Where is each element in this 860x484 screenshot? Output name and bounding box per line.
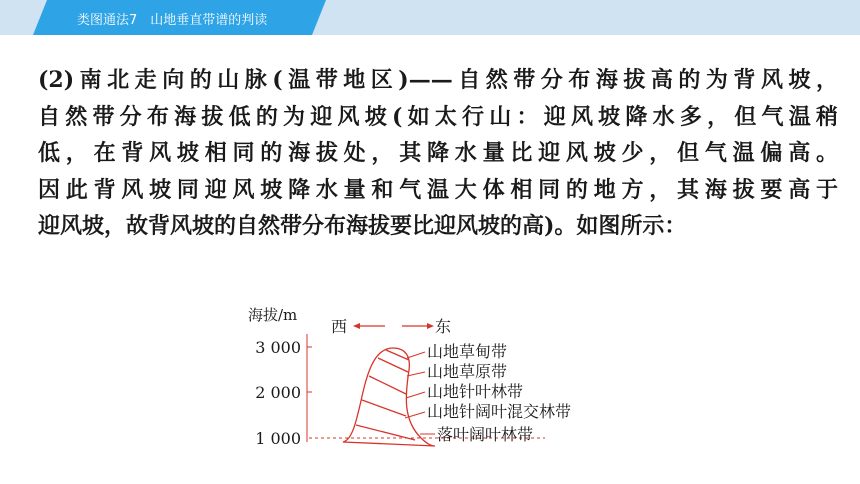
y-axis-label: 海拔/m [248, 306, 298, 324]
diagram-svg [245, 300, 625, 480]
direction-east-label: 东 [435, 317, 452, 336]
zone-boundary-line [362, 400, 406, 416]
mountain-profile [343, 348, 435, 446]
y-tick-label: 3 000 [255, 338, 301, 357]
direction-west-label: 西 [331, 317, 348, 336]
section-tab [33, 0, 326, 35]
paragraph-line: 因此背风坡同迎风坡降水量和气温大体相同的地方，其海拔要高于 [38, 176, 838, 203]
zone-boundary-line [386, 350, 409, 360]
mountain-zone-diagram [245, 300, 625, 480]
zone-label: 落叶阔叶林带 [437, 425, 534, 444]
zone-label: 山地草甸带 [427, 342, 508, 361]
zone-label: 山地草原带 [427, 362, 508, 381]
zone-label: 山地针阔叶混交林带 [427, 402, 572, 421]
paragraph-line: 自然带分布海拔低的为迎风坡(如太行山：迎风坡降水多，但气温稍 [38, 103, 838, 130]
y-tick-label: 1 000 [255, 429, 301, 448]
zone-boundary-line [378, 358, 408, 372]
y-tick-label: 2 000 [255, 383, 301, 402]
body-paragraph [38, 62, 838, 245]
section-title: 类图通法7 山地垂直带谱的判读 [77, 13, 268, 28]
east-arrow [402, 323, 434, 329]
paragraph-line: 迎风坡，故背风坡的自然带分布海拔要比迎风坡的高)。如图所示： [38, 213, 687, 239]
west-arrow [353, 323, 385, 329]
zone-label: 山地针叶林带 [427, 382, 524, 401]
header-bar [0, 0, 860, 35]
zone-boundary-line [369, 376, 406, 394]
paragraph-line: (2)南北走向的山脉(温带地区)——自然带分布海拔高的为背风坡， [38, 67, 838, 93]
paragraph-line: 低，在背风坡相同的海拔处，其降水量比迎风坡少，但气温偏高。 [38, 140, 838, 166]
